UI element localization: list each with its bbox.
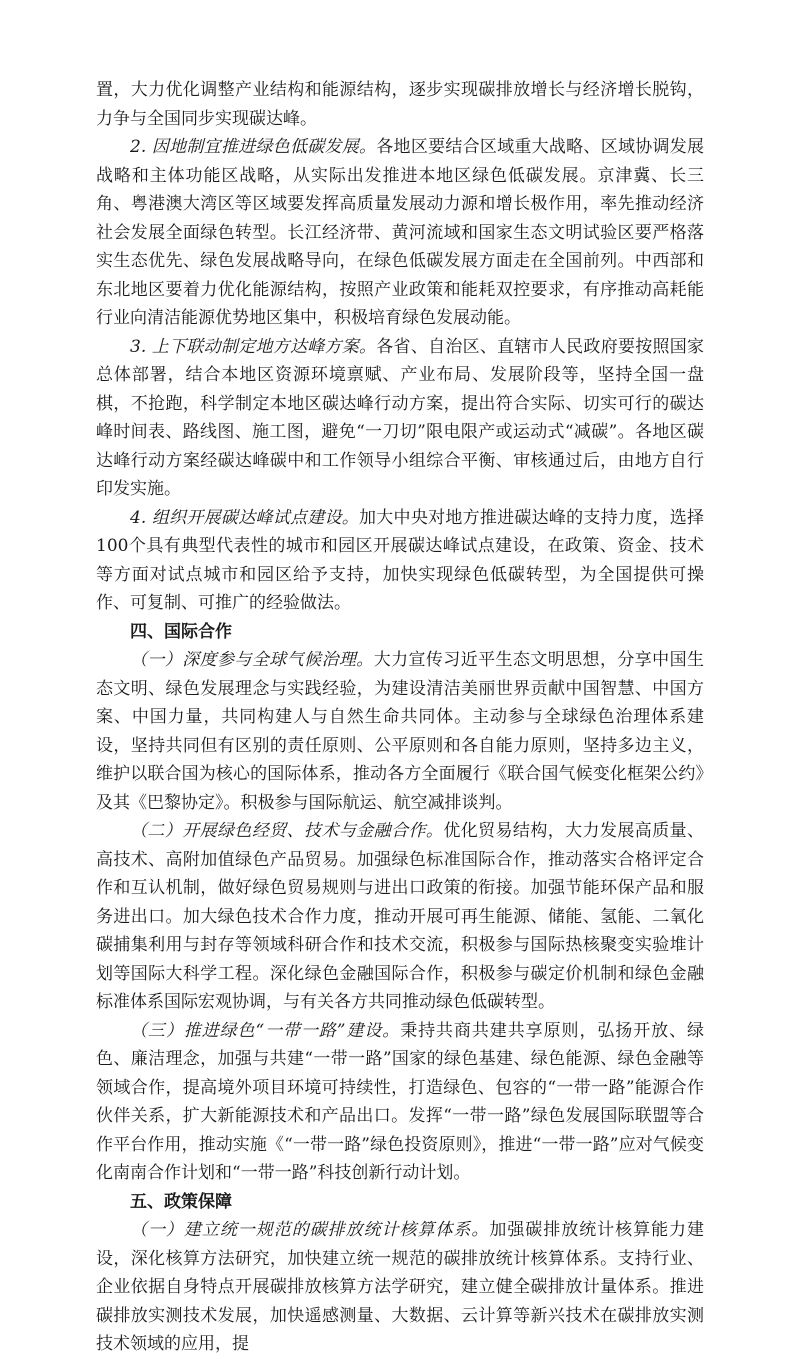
item-lead: 3. 上下联动制定地方达峰方案。 <box>130 336 377 357</box>
section-heading-policy-guarantee: 五、政策保障 <box>130 1191 232 1212</box>
paragraph-section4-item-2 <box>96 817 704 1017</box>
item-lead: 4. 组织开展碳达峰试点建设。 <box>130 507 360 528</box>
paragraph-item-2 <box>96 133 704 333</box>
item-lead: （一）建立统一规范的碳排放统计核算体系。 <box>130 1220 490 1240</box>
item-body: 各省、自治区、直辖市人民政府要按照国家总体部署，结合本地区资源环境禀赋、产业布局、发展阶段等，坚持全国一盘棋，不抢跑，科学制定本地区碳达峰行动方案，提出符合实际、切实可行的碳达峰时间表、路线图、施工图，避免“一刀切”限电限产或运动式“减碳”。各地区碳达峰行动方案经碳达峰碳中和工作领导小组综合平衡、审核通过后，由地方自行印发实施。 <box>96 336 705 499</box>
paragraph-section5-item-1 <box>96 1216 704 1359</box>
item-body: 加大中央对地方推进碳达峰的支持力度，选择100个具有典型代表性的城市和园区开展碳达峰试点建设，在政策、资金、技术等方面对试点城市和园区给予支持，加快实现绿色低碳转型，为全国提供可操作、可复制、可推广的经验做法。 <box>96 507 705 613</box>
item-lead: 2. 因地制宜推进绿色低碳发展。 <box>130 137 377 157</box>
section-heading-international-cooperation: 四、国际合作 <box>130 621 232 642</box>
item-lead: （三）推进绿色“一带一路”建设。 <box>130 1020 401 1041</box>
item-body: 各地区要结合区域重大战略、区域协调发展战略和主体功能区战略，从实际出发推进本地区绿色低碳发展。京津冀、长三角、粤港澳大湾区等区域要发挥高质量发展动力源和增长极作用，率先推动经济社会发展全面绿色转型。长江经济带、黄河流域和国家生态文明试验区要严格落实生态优先、绿色发展战略导向，在绿色低碳发展方面走在全国前列。中西部和东北地区要着力优化能源结构，按照产业政策和能耗双控要求，有序推动高耗能行业向清洁能源优势地区集中，积极培育绿色发展动能。 <box>96 137 705 328</box>
item-lead: （一）深度参与全球气候治理。 <box>130 650 374 670</box>
item-body: 加强碳排放统计核算能力建设，深化核算方法研究，加快建立统一规范的碳排放统计核算体系。支持行业、企业依据自身特点开展碳排放核算方法学研究，建立健全碳排放计量体系。推进碳排放实测技术发展，加快遥感测量、大数据、云计算等新兴技术在碳排放实测技术领域的应用，提 <box>96 1220 705 1354</box>
paragraph-section4-item-3 <box>96 1017 704 1188</box>
item-body: 大力宣传习近平生态文明思想，分享中国生态文明、绿色发展理念与实践经验，为建设清洁美丽世界贡献中国智慧、中国方案、中国力量，共同构建人与自然生命共同体。主动参与全球绿色治理体系建设，坚持共同但有区别的责任原则、公平原则和各自能力原则，坚持多边主义，维护以联合国为核心的国际体系，推动各方全面履行《联合国气候变化框架公约》及其《巴黎协定》。积极参与国际航运、航空减排谈判。 <box>96 650 704 813</box>
paragraph-section4-item-1 <box>96 646 704 817</box>
item-body: 秉持共商共建共享原则，弘扬开放、绿色、廉洁理念，加强与共建“一带一路”国家的绿色基建、绿色能源、绿色金融等领域合作，提高境外项目环境可持续性，打造绿色、包容的“一带一路”能源合作伙伴关系，扩大新能源技术和产品出口。发挥“一带一路”绿色发展国际联盟等合作平台作用，推动实施《“一带一路”绿色投资原则》，推进“一带一路”应对气候变化南南合作计划和“一带一路”科技创新行动计划。 <box>96 1020 704 1183</box>
item-body: 优化贸易结构，大力发展高质量、高技术、高附加值绿色产品贸易。加强绿色标准国际合作，推动落实合格评定合作和互认机制，做好绿色贸易规则与进出口政策的衔接。加强节能环保产品和服务进出口。加大绿色技术合作力度，推动开展可再生能源、储能、氢能、二氧化碳捕集利用与封存等领域科研合作和技术交流，积极参与国际热核聚变实验堆计划等国际大科学工程。深化绿色金融国际合作，积极参与碳定价机制和绿色金融标准体系国际宏观协调，与有关各方共同推动绿色低碳转型。 <box>96 821 704 1012</box>
paragraph-continuation: 置，大力优化调整产业结构和能源结构，逐步实现碳排放增长与经济增长脱钩，力争与全国同步实现碳达峰。 <box>96 80 704 129</box>
item-lead: （二）开展绿色经贸、技术与金融合作。 <box>130 821 444 841</box>
paragraph-item-3 <box>96 333 704 504</box>
paragraph-item-4 <box>96 504 704 618</box>
